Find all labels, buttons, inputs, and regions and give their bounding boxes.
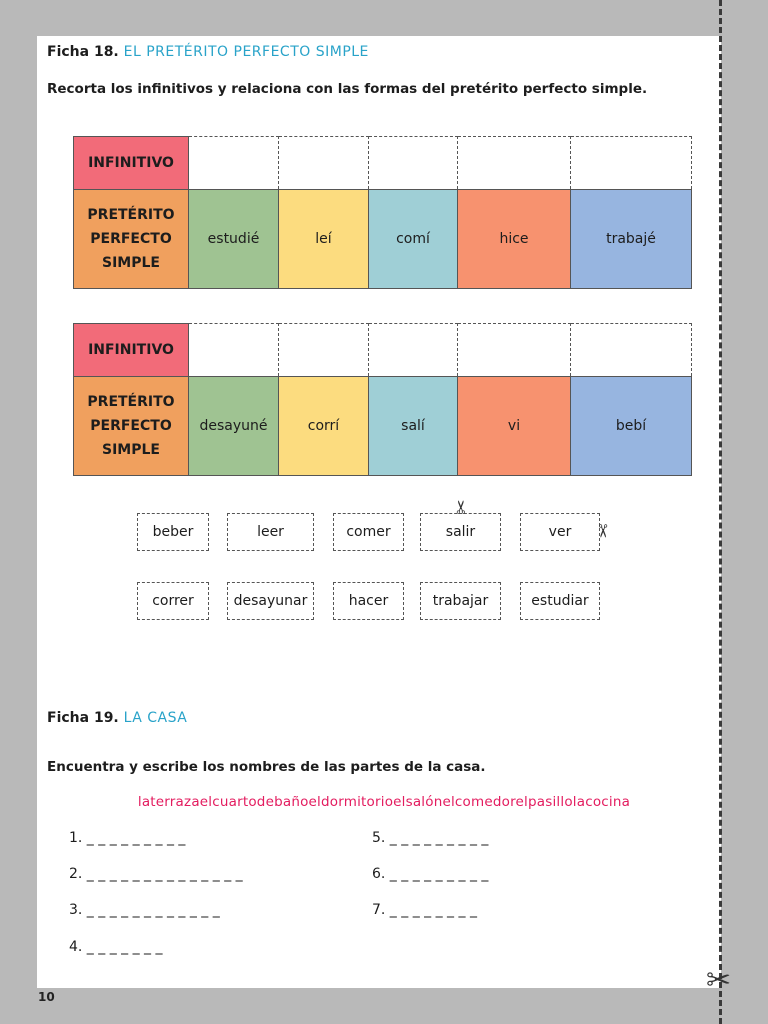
answer-line[interactable]: 5. _ _ _ _ _ _ _ _ _	[372, 830, 489, 846]
infinitive-slot[interactable]	[189, 324, 279, 377]
ficha-19-title: LA CASA	[123, 710, 188, 726]
infinitive-card[interactable]: salir	[420, 513, 501, 551]
ficha-19-instruction: Encuentra y escribe los nombres de las partes de la casa.	[47, 759, 486, 775]
ficha-19-label: Ficha 19.	[47, 710, 119, 726]
preterite-form-cell: salí	[369, 377, 458, 476]
infinitive-slot[interactable]	[279, 324, 369, 377]
answer-line[interactable]: 7. _ _ _ _ _ _ _ _	[372, 902, 477, 918]
preterite-form-cell: comí	[369, 190, 458, 289]
infinitive-slot[interactable]	[458, 137, 571, 190]
preterite-form-cell: leí	[279, 190, 369, 289]
preterite-form-cell: hice	[458, 190, 571, 289]
preterito-header-line: PERFECTO	[90, 231, 172, 247]
infinitive-slot[interactable]	[458, 324, 571, 377]
ficha-19-heading	[47, 710, 187, 726]
preterito-header-line: PERFECTO	[90, 418, 172, 434]
infinitive-card[interactable]: estudiar	[520, 582, 600, 620]
infinitive-slot[interactable]	[369, 137, 458, 190]
infinitive-slot[interactable]	[189, 137, 279, 190]
infinitive-card[interactable]: ver	[520, 513, 600, 551]
answer-line[interactable]: 4. _ _ _ _ _ _ _	[69, 939, 163, 955]
infinitive-card[interactable]: beber	[137, 513, 209, 551]
infinitive-card[interactable]: hacer	[333, 582, 404, 620]
conjugation-table-2	[73, 323, 692, 476]
ficha-18-title: EL PRETÉRITO PERFECTO SIMPLE	[123, 44, 369, 60]
answer-line[interactable]: 6. _ _ _ _ _ _ _ _ _	[372, 866, 489, 882]
preterito-header-line: PRETÉRITO	[87, 394, 175, 410]
answer-line[interactable]: 2. _ _ _ _ _ _ _ _ _ _ _ _ _ _	[69, 866, 243, 882]
preterite-form-cell: estudié	[189, 190, 279, 289]
infinitivo-header: INFINITIVO	[74, 324, 189, 377]
infinitivo-header: INFINITIVO	[74, 137, 189, 190]
answer-line[interactable]: 3. _ _ _ _ _ _ _ _ _ _ _ _	[69, 902, 220, 918]
letter-string: laterrazaelcuartodebañoeldormitorioelsalónelcomedorelpasillolacocina	[137, 794, 631, 810]
preterite-form-cell: vi	[458, 377, 571, 476]
infinitive-card[interactable]: comer	[333, 513, 404, 551]
preterito-header-line: SIMPLE	[102, 255, 160, 271]
infinitive-slot[interactable]	[571, 137, 692, 190]
infinitive-slot[interactable]	[571, 324, 692, 377]
infinitive-slot[interactable]	[279, 137, 369, 190]
preterite-form-cell: bebí	[571, 377, 692, 476]
ficha-18-label: Ficha 18.	[47, 44, 119, 60]
scissors-icon: ✂	[706, 963, 732, 998]
scissors-icon: ✂	[451, 499, 473, 515]
infinitive-card[interactable]: correr	[137, 582, 209, 620]
cut-line	[719, 0, 722, 1024]
page-number: 10	[38, 990, 55, 1004]
preterite-form-cell: trabajé	[571, 190, 692, 289]
answer-line[interactable]: 1. _ _ _ _ _ _ _ _ _	[69, 830, 186, 846]
preterito-header-line: SIMPLE	[102, 442, 160, 458]
preterito-header	[74, 377, 189, 476]
conjugation-table-1	[73, 136, 692, 289]
scissors-icon: ✂	[591, 523, 613, 539]
preterito-header-line: PRETÉRITO	[87, 207, 175, 223]
infinitive-slot[interactable]	[369, 324, 458, 377]
infinitive-card[interactable]: trabajar	[420, 582, 501, 620]
infinitive-card[interactable]: leer	[227, 513, 314, 551]
preterite-form-cell: corrí	[279, 377, 369, 476]
ficha-18-heading	[47, 44, 369, 60]
infinitive-card[interactable]: desayunar	[227, 582, 314, 620]
preterito-header	[74, 190, 189, 289]
ficha-18-instruction: Recorta los infinitivos y relaciona con las formas del pretérito perfecto simple.	[47, 81, 648, 97]
preterite-form-cell: desayuné	[189, 377, 279, 476]
